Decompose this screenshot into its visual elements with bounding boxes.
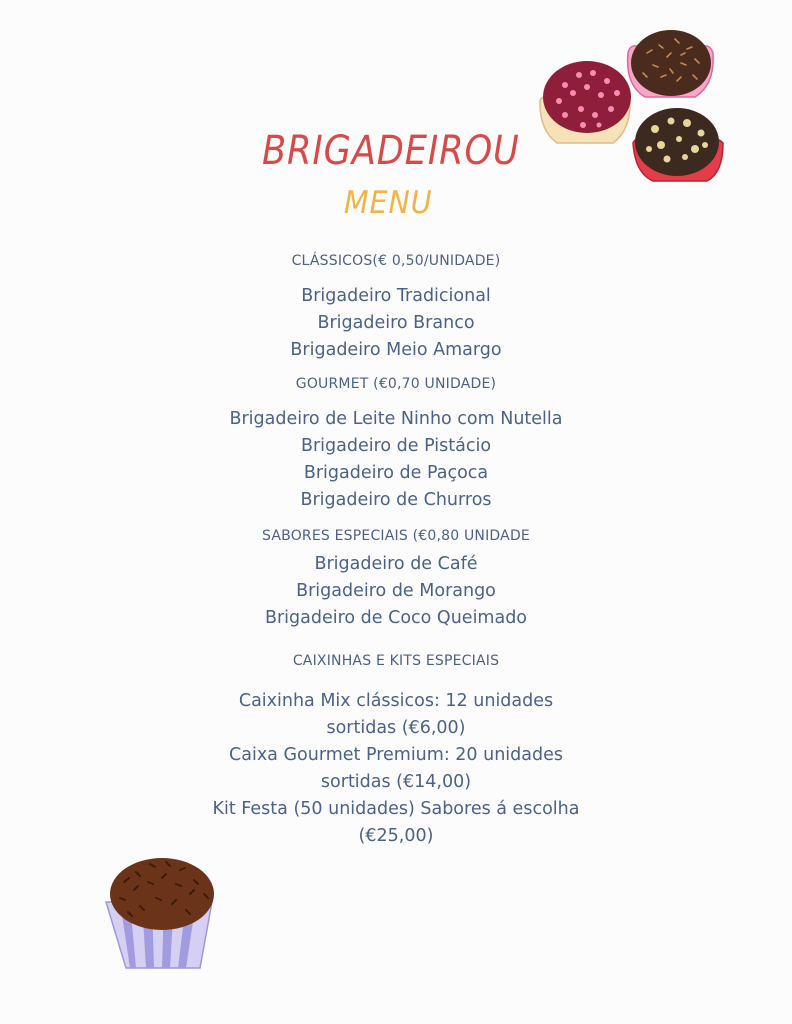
section-heading-caixinhas-kits: CAIXINHAS E KITS ESPECIAIS: [292, 653, 500, 669]
menu-item: Brigadeiro Tradicional: [301, 286, 491, 306]
menu-item: Brigadeiro Meio Amargo: [290, 340, 502, 360]
menu-item: Kit Festa (50 unidades) Sabores á escolha: [212, 799, 580, 819]
chocolate-brigadeiro-icon: [628, 30, 714, 97]
menu-item: sortidas (€6,00): [326, 718, 466, 738]
section-heading-classicos: CLÁSSICOS(€ 0,50/UNIDADE): [291, 253, 501, 269]
menu-item: Brigadeiro Branco: [317, 313, 475, 333]
brigadeiro-cupcake-icon: [100, 850, 230, 980]
menu-title: BRIGADEIROU: [262, 128, 520, 174]
menu-item: Brigadeiro de Pistácio: [300, 436, 492, 456]
pink-brigadeiro-icon: [540, 61, 631, 143]
nut-brigadeiro-icon: [633, 108, 723, 181]
menu-item: sortidas (€14,00): [320, 772, 472, 792]
section-heading-sabores-especiais: SABORES ESPECIAIS (€0,80 UNIDADE: [262, 528, 530, 544]
menu-item: Caixinha Mix clássicos: 12 unidades: [238, 691, 554, 711]
menu-item: (€25,00): [358, 826, 434, 846]
menu-item: Brigadeiro de Morango: [296, 581, 496, 601]
menu-item: Brigadeiro de Churros: [300, 490, 492, 510]
menu-item: Brigadeiro de Café: [314, 554, 478, 574]
menu-subtitle: MENU: [344, 185, 433, 221]
menu-item: Brigadeiro de Leite Ninho com Nutella: [229, 409, 563, 429]
section-heading-gourmet: GOURMET (€0,70 UNIDADE): [295, 376, 497, 392]
brigadeiro-cluster-icon: [535, 25, 730, 185]
menu-item: Brigadeiro de Coco Queimado: [264, 608, 528, 628]
menu-item: Brigadeiro de Paçoca: [303, 463, 489, 483]
menu-item: Caixa Gourmet Premium: 20 unidades: [229, 745, 563, 765]
